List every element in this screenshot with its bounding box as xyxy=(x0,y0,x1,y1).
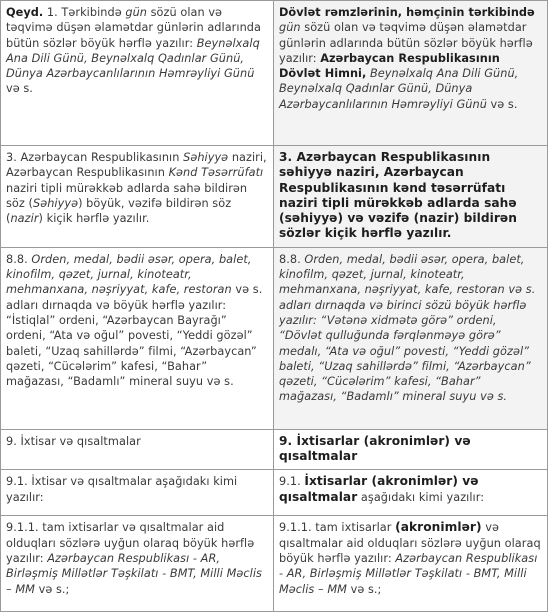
cell-new-text xyxy=(274,1,548,146)
table-row xyxy=(1,470,548,516)
text-run: Orden, medal, bədii əsər, opera, balet, kinofilm, qəzet, jurnal, kinoteatr, mehmanxana, nəşriyyat, kafe, restoran xyxy=(279,252,525,297)
text-run: ) kiçik hərflə yazılır. xyxy=(38,212,150,226)
text-run: Beynəlxalq Ana Dili Günü, Beynəlxalq Qadınlar Günü, Dünya Azərbaycanlılarının Həmrəyliyi Günü xyxy=(279,67,519,111)
table-row xyxy=(1,146,548,248)
text-run: və s. xyxy=(486,97,518,111)
text-run: Kənd Təsərrüfatı xyxy=(168,166,264,180)
cell-new-text xyxy=(274,516,548,612)
cell-old-text xyxy=(1,470,274,516)
table-row xyxy=(1,247,548,429)
text-run: 1. Tərkibində xyxy=(43,6,126,19)
text-run: Orden, medal, bədii əsər, opera, balet, kinofilm, qəzet, jurnal, kinoteatr, mehmanxana, nəşriyyat, kafe, restoran xyxy=(6,252,252,297)
cell-old-text xyxy=(1,247,274,429)
cell-old-text xyxy=(1,516,274,612)
text-run: 8.8. xyxy=(279,252,305,266)
text-run: 9. İxtisar və qısaltmalar xyxy=(6,434,141,448)
text-run: 9. İxtisarlar (akronimlər) və qısaltmalar xyxy=(279,433,471,464)
cell-old-text xyxy=(1,1,274,146)
text-run: və s. adları dırnaqda və böyük hərflə yazılır: “İstiqlal” ordeni, “Azərbaycan Bayrağı” ordeni, “Ata və oğul” povesti, “Yeddi gözəl” baleti, “Uzaq sahillərdə” filmi, “Azərbaycan” qəzeti, “Cücələrim” kafesi, “Bahar” mağazası, “Badamlı” mineral suyu və s. xyxy=(6,283,263,389)
table-row xyxy=(1,516,548,612)
text-run: Azərbaycan Respublikasının Dövlət Himni, xyxy=(279,51,500,81)
text-run: 8.8. xyxy=(6,252,32,266)
text-run: və s.; xyxy=(346,582,382,596)
text-run: gün xyxy=(125,6,147,19)
text-run: 9.1.1. tam ixtisarlar və qısaltmalar aid olduqları sözlərə uyğun olaraq böyük hərflə yazılır: xyxy=(6,521,255,565)
text-run: sözü olan və təqvimə düşən əlamətdar günlərin adlarında bütün sözlər böyük hərflə yazılır: xyxy=(6,6,261,50)
cell-new-text xyxy=(274,470,548,516)
text-run: Qeyd. xyxy=(6,6,44,19)
text-run: aşağıdakı kimi yazılır: xyxy=(357,490,485,504)
cell-new-text xyxy=(274,247,548,429)
text-run: naziri tipli mürəkkəb adlarda sahə bildirən söz ( xyxy=(6,181,248,210)
text-run: 3. Azərbaycan Respublikasının səhiyyə naziri, Azərbaycan Respublikasının kənd təsərrüfatı naziri tipli mürəkkəb adlarda sahə (səhiyyə) və vəzifə (nazir) bildirən sözlər kiçik hərflə yazılır. xyxy=(279,150,517,241)
text-run: və s. adları dırnaqda və birinci sözü böyük hərflə yazılır: “Vətənə xidmətə görə” ordeni, “Dövlət qulluğunda fərqlənməyə görə” medalı, “Ata və oğul” povesti, “Yeddi gözəl” baleti, “Uzaq sahillərdə” filmi, “Azərbaycan” qəzeti, “Cücələrim” kafesi, “Bahar” mağazası, “Badamlı” mineral suyu və s. xyxy=(279,283,536,404)
text-run: və qısaltmalar aid olduqları sözlərə uyğun olaraq böyük hərflə yazılır: xyxy=(279,521,541,565)
text-run: Azərbaycan Respublikası - AR, Birləşmiş Millətlər Təşkilatı - BMT, Milli Məclis – MM xyxy=(6,551,262,596)
cell-new-text xyxy=(274,429,548,470)
text-run: Səhiyyə xyxy=(183,151,229,164)
text-run: 9.1. xyxy=(279,475,305,489)
text-run: nazir xyxy=(10,212,39,226)
text-run: Azərbaycan Respublikası - AR, Birləşmiş Millətlər Təşkilatı - BMT, Milli Məclis – MM xyxy=(279,551,538,596)
text-run: 9.1.1. tam ixtisarlar xyxy=(279,521,396,535)
text-run: Beynəlxalq Ana Dili Günü, Beynəlxalq Qadınlar Günü, Dünya Azərbaycanlılarının Həmrəyliyi Günü xyxy=(6,36,260,81)
text-run: və s.; xyxy=(34,582,70,596)
text-run: gün xyxy=(279,21,301,35)
cell-new-text xyxy=(274,146,548,248)
text-run: 3. Azərbaycan Respublikasının xyxy=(6,151,184,164)
cell-old-text xyxy=(1,146,274,248)
text-run: və s. xyxy=(6,82,33,96)
text-run: sözü olan və təqvimə düşən əlamətdar günlərin adlarında bütün sözlər böyük hərflə yazılır: xyxy=(279,21,533,65)
table-row xyxy=(1,429,548,470)
cell-old-text xyxy=(1,429,274,470)
text-run: Səhiyyə xyxy=(32,196,79,210)
text-run: (akronimlər) xyxy=(395,520,482,535)
text-run: ) böyük, vəzifə bildirən söz ( xyxy=(6,196,232,226)
text-run: 9.1. İxtisar və qısaltmalar aşağıdakı kimi yazılır: xyxy=(6,475,238,504)
text-run: Dövlət rəmzlərinin, həmçinin tərkibində xyxy=(279,6,535,19)
text-run: naziri, Azərbaycan Respublikasının xyxy=(6,151,267,180)
table-row xyxy=(1,1,548,146)
text-run: İxtisarlar (akronimlər) və qısaltmalar xyxy=(279,474,479,504)
